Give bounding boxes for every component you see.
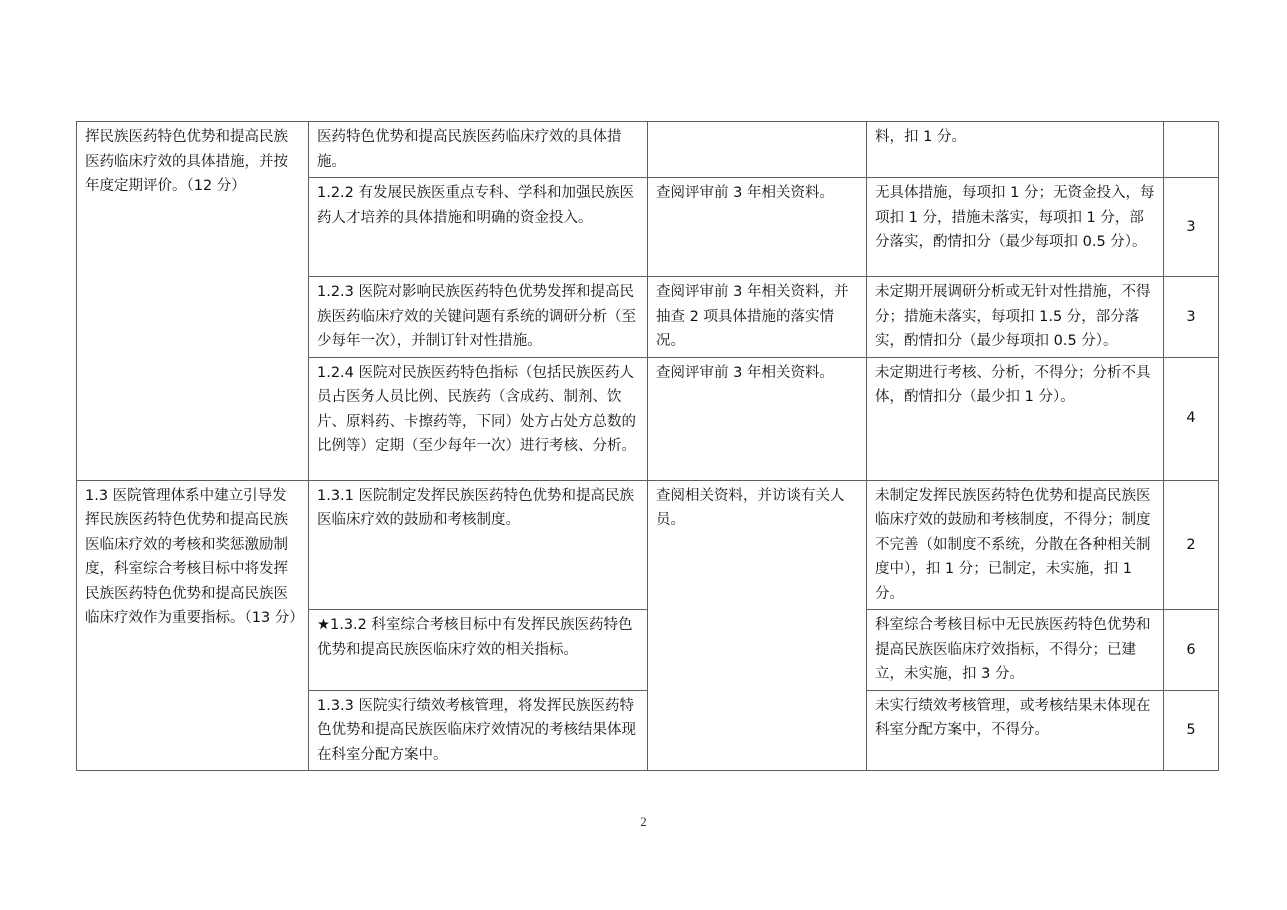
score-cell (1164, 122, 1219, 178)
score-cell: 2 (1164, 480, 1219, 610)
evaluation-method-cell: 查阅评审前 3 年相关资料，并抽查 2 项具体措施的落实情况。 (648, 277, 867, 358)
table-row (77, 122, 1219, 178)
score-cell: 5 (1164, 690, 1219, 771)
evaluation-content-cell: 医药特色优势和提高民族医药临床疗效的具体措施。 (309, 122, 648, 178)
evaluation-item-cell: 挥民族医药特色优势和提高民族医药临床疗效的具体措施，并按年度定期评价。（12 分） (77, 122, 309, 481)
evaluation-content-cell: ★1.3.2 科室综合考核目标中有发挥民族医药特色优势和提高民族医临床疗效的相关指标。 (309, 610, 648, 691)
evaluation-table (76, 121, 1219, 771)
scoring-criteria-cell: 未定期进行考核、分析，不得分；分析不具体，酌情扣分（最少扣 1 分）。 (867, 357, 1164, 480)
scoring-criteria-cell: 科室综合考核目标中无民族医药特色优势和提高民族医临床疗效指标，不得分；已建立，未实施，扣 3 分。 (867, 610, 1164, 691)
score-cell: 3 (1164, 277, 1219, 358)
evaluation-method-cell (648, 122, 867, 178)
score-cell: 3 (1164, 178, 1219, 277)
evaluation-content-cell: 1.2.3 医院对影响民族医药特色优势发挥和提高民族医药临床疗效的关键问题有系统的调研分析（至少每年一次），并制订针对性措施。 (309, 277, 648, 358)
evaluation-content-cell: 1.3.1 医院制定发挥民族医药特色优势和提高民族医临床疗效的鼓励和考核制度。 (309, 480, 648, 610)
scoring-criteria-cell: 未制定发挥民族医药特色优势和提高民族医临床疗效的鼓励和考核制度，不得分；制度不完善（如制度不系统，分散在各种相关制度中），扣 1 分；已制定，未实施，扣 1 分。 (867, 480, 1164, 610)
scoring-criteria-cell: 未实行绩效考核管理，或考核结果未体现在科室分配方案中，不得分。 (867, 690, 1164, 771)
scoring-criteria-cell: 料，扣 1 分。 (867, 122, 1164, 178)
evaluation-content-cell: 1.2.2 有发展民族医重点专科、学科和加强民族医药人才培养的具体措施和明确的资金投入。 (309, 178, 648, 277)
evaluation-item-cell: 1.3 医院管理体系中建立引导发挥民族医药特色优势和提高民族医临床疗效的考核和奖惩激励制度，科室综合考核目标中将发挥民族医药特色优势和提高民族医临床疗效作为重要指标。（13 分） (77, 480, 309, 771)
evaluation-method-cell: 查阅相关资料，并访谈有关人员。 (648, 480, 867, 771)
score-cell: 4 (1164, 357, 1219, 480)
table-row (77, 480, 1219, 610)
evaluation-method-cell: 查阅评审前 3 年相关资料。 (648, 178, 867, 277)
evaluation-content-cell: 1.3.3 医院实行绩效考核管理，将发挥民族医药特色优势和提高民族医临床疗效情况的考核结果体现在科室分配方案中。 (309, 690, 648, 771)
scoring-criteria-cell: 未定期开展调研分析或无针对性措施，不得分；措施未落实，每项扣 1.5 分，部分落实，酌情扣分（最少每项扣 0.5 分）。 (867, 277, 1164, 358)
page-number: 2 (640, 814, 647, 829)
evaluation-method-cell: 查阅评审前 3 年相关资料。 (648, 357, 867, 480)
evaluation-content-cell: 1.2.4 医院对民族医药特色指标（包括民族医药人员占医务人员比例、民族药（含成药、制剂、饮片、原料药、卡擦药等，下同）处方占处方总数的比例等）定期（至少每年一次）进行考核、分析。 (309, 357, 648, 480)
scoring-criteria-cell: 无具体措施，每项扣 1 分；无资金投入，每项扣 1 分，措施未落实，每项扣 1 分，部分落实，酌情扣分（最少每项扣 0.5 分）。 (867, 178, 1164, 277)
score-cell: 6 (1164, 610, 1219, 691)
